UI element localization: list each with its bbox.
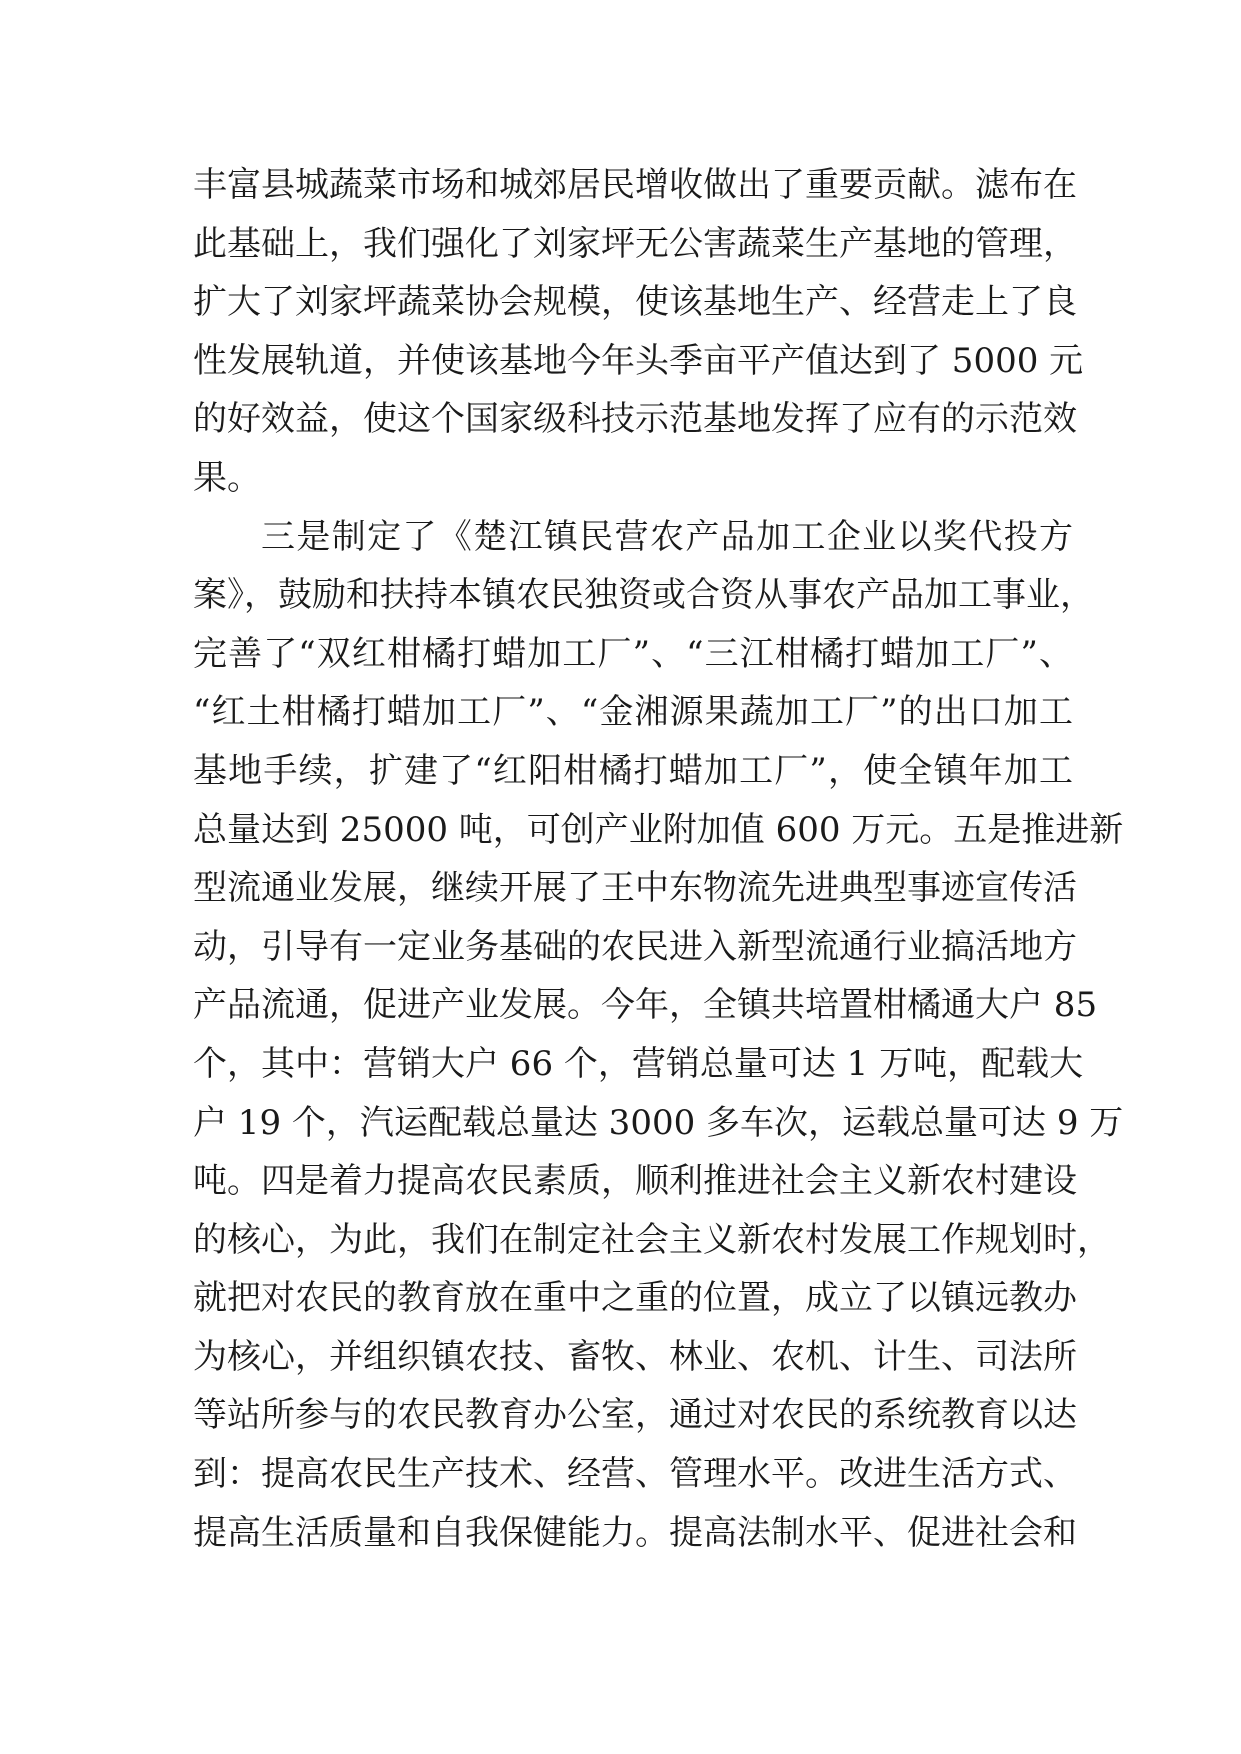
paragraph-start-line: 三是制定了《楚江镇民营农产品加工企业以奖代投方	[261, 516, 1073, 557]
text-line: 的核心，为此，我们在制定社会主义新农村发展工作规划时，	[193, 1219, 1111, 1260]
text-line: 案》，鼓励和扶持本镇农民独资或合资从事农产品加工事业，	[193, 575, 1094, 616]
text-line: 扩大了刘家坪蔬菜协会规模，使该基地生产、经营走上了良	[193, 282, 1077, 323]
text-line: 等站所参与的农民教育办公室，通过对农民的系统教育以达	[193, 1395, 1077, 1436]
text-line: 果。	[193, 457, 261, 498]
body-text	[193, 156, 1124, 1562]
text-line: 性发展轨道，并使该基地今年头季亩平产值达到了 5000 元	[193, 340, 1084, 381]
text-line: 吨。四是着力提高农民素质，顺利推进社会主义新农村建设	[193, 1161, 1077, 1202]
text-line: 为核心，并组织镇农技、畜牧、林业、农机、计生、司法所	[193, 1336, 1077, 1377]
text-line: 户 19 个，汽运配载总量达 3000 多车次，运载总量可达 9 万	[193, 1102, 1124, 1143]
text-line: 动，引导有一定业务基础的农民进入新型流通行业搞活地方	[193, 926, 1077, 967]
text-line: 产品流通，促进产业发展。今年，全镇共培置柑橘通大户 85	[193, 985, 1098, 1026]
text-line: 完善了“双红柑橘打蜡加工厂”、“三江柑橘打蜡加工厂”、	[193, 633, 1073, 674]
text-line: 此基础上，我们强化了刘家坪无公害蔬菜生产基地的管理，	[193, 223, 1077, 264]
text-line: 的好效益，使这个国家级科技示范基地发挥了应有的示范效	[193, 399, 1077, 440]
text-line: 就把对农民的教育放在重中之重的位置，成立了以镇远教办	[193, 1278, 1077, 1319]
text-line: 提高生活质量和自我保健能力。提高法制水平、促进社会和	[193, 1512, 1077, 1553]
text-line: 丰富县城蔬菜市场和城郊居民增收做出了重要贡献。滤布在	[193, 165, 1077, 205]
text-line: 到：提高农民生产技术、经营、管理水平。改进生活方式、	[193, 1454, 1077, 1495]
text-line: “红土柑橘打蜡加工厂”、“金湘源果蔬加工厂”的出口加工	[193, 692, 1073, 733]
text-line: 基地手续，扩建了“红阳柑橘打蜡加工厂”，使全镇年加工	[193, 750, 1073, 791]
text-line: 总量达到 25000 吨，可创产业附加值 600 万元。五是推进新	[193, 809, 1124, 850]
text-line: 个，其中：营销大户 66 个，营销总量可达 1 万吨，配载大	[193, 1043, 1084, 1084]
text-line: 型流通业发展，继续开展了王中东物流先进典型事迹宣传活	[193, 868, 1077, 909]
